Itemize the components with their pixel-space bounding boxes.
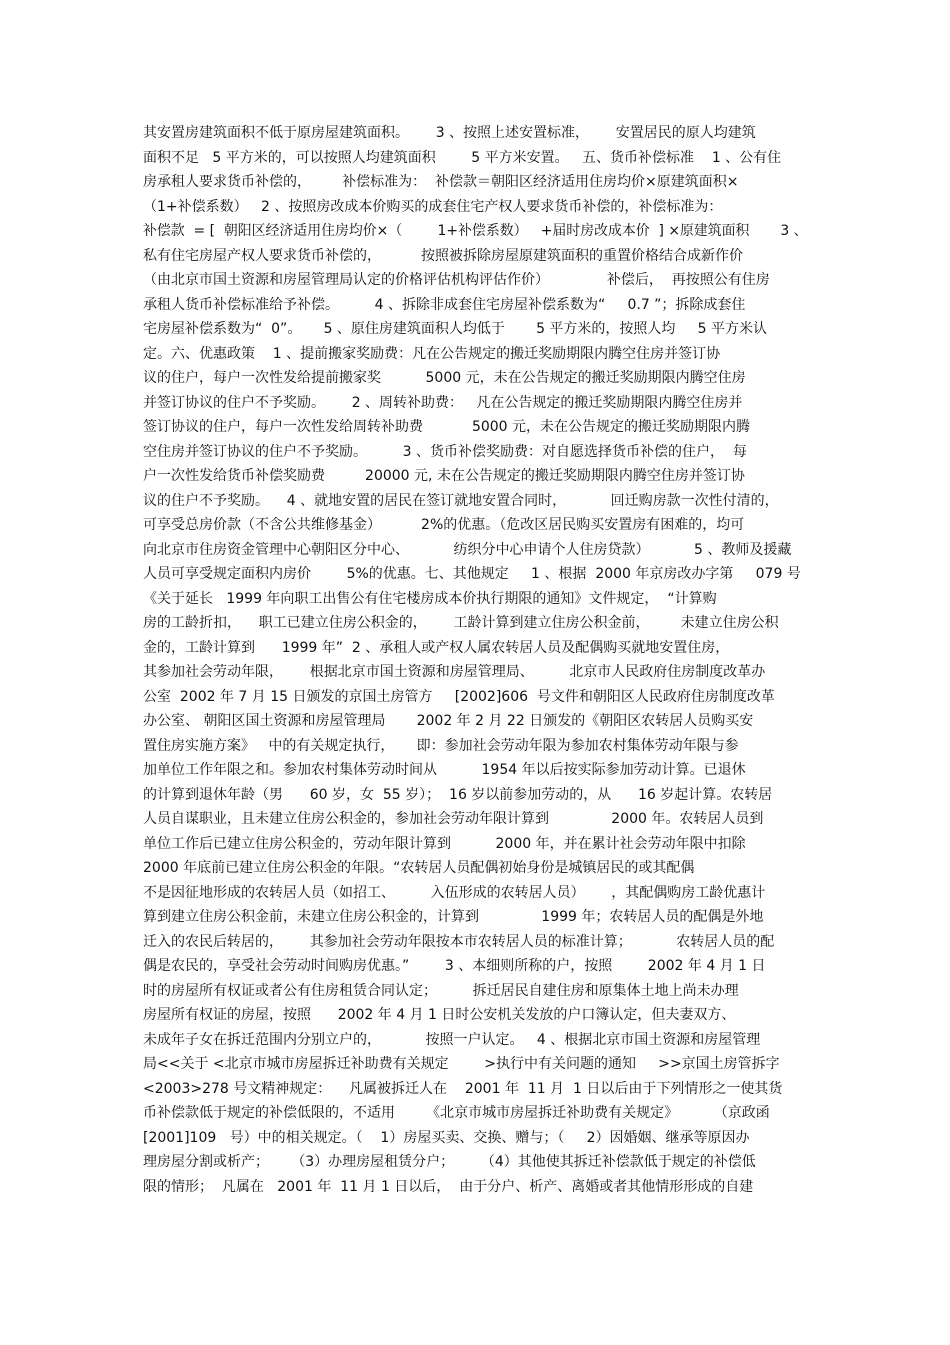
text-line: 币补偿款低于规定的补偿低限的，不适用 《北京市城市房屋拆迁补助费有关规定》 （京政函 xyxy=(143,1105,770,1121)
text-line: 算到建立住房公积金前，未建立住房公积金的，计算到 1999 年；农转居人员的配偶是外地 xyxy=(143,909,764,925)
text-line: 补偿款 = [ 朝阳区经济适用住房均价×（ 1+补偿系数） +届时房改成本价 ] ×原建筑面积 3 、 xyxy=(143,223,808,239)
text-line: 《关于延长 1999 年向职工出售公有住宅楼房成本价执行期限的通知》文件规定， “计算购 xyxy=(143,590,717,607)
text-line: 房屋所有权证的房屋，按照 2002 年 4 月 1 日时公安机关发放的户口簿认定，但夫妻双方、 xyxy=(143,1007,736,1023)
text-line: 时的房屋所有权证或者公有住房租赁合同认定； 拆迁居民自建住房和原集体土地上尚未办理 xyxy=(143,982,739,999)
text-line: 议的住户不予奖励。 4 、就地安置的居民在签订就地安置合同时， 回迁购房款一次性付清的， xyxy=(143,492,779,509)
text-line: 偶是农民的，享受社会劳动时间购房优惠。” 3 、本细则所称的户，按照 2002 年 4 月 1 日 xyxy=(143,958,766,974)
text-line: 承租人货币补偿标准给予补偿。 4 、拆除非成套住宅房屋补偿系数为“ 0.7 ”；拆除成套住 xyxy=(143,296,746,313)
text-line: 局<<关于 <北京市城市房屋拆迁补助费有关规定 >执行中有关问题的通知 >>京国土房管拆字 xyxy=(143,1056,780,1072)
text-line: 议的住户，每户一次性发给提前搬家奖 5000 元，未在公告规定的搬迁奖励期限内腾空住房 xyxy=(143,370,746,386)
text-line: 房承租人要求货币补偿的， 补偿标准为： 补偿款＝朝阳区经济适用住房均价×原建筑面积× xyxy=(143,174,739,190)
text-line: 2000 年底前已建立住房公积金的年限。“农转居人员配偶初始身份是城镇居民的或其配偶 xyxy=(143,860,695,876)
text-line: 并签订协议的住户不予奖励。 2 、周转补助费： 凡在公告规定的搬迁奖励期限内腾空住房并 xyxy=(143,394,743,411)
text-line: 空住房并签订协议的住户不予奖励。 3 、货币补偿奖励费：对自愿选择货币补偿的住户， 每 xyxy=(143,443,747,460)
text-line: 限的情形； 凡属在 2001 年 11 月 1 日以后， 由于分户、析产、离婚或者其他情形形成的自建 xyxy=(143,1178,754,1195)
document-body xyxy=(143,121,808,1199)
text-line: 私有住宅房屋产权人要求货币补偿的， 按照被拆除房屋原建筑面积的重置价格结合成新作价 xyxy=(143,247,744,264)
text-line: 人员可享受规定面积内房价 5%的优惠。七、其他规定 1 、根据 2000 年京房改办字第 079 号 xyxy=(143,566,801,582)
text-line: 理房屋分割或析产； （3）办理房屋租赁分户； （4）其他使其拆迁补偿款低于规定的补偿低 xyxy=(143,1154,756,1170)
text-line: 可享受总房价款（不含公共维修基金） 2%的优惠。（危改区居民购买安置房有困难的，均可 xyxy=(143,517,745,533)
text-line: 置住房实施方案》 中的有关规定执行， 即：参加社会劳动年限为参加农村集体劳动年限与参 xyxy=(143,737,739,754)
text-line: 办公室、 朝阳区国土资源和房屋管理局 2002 年 2 月 22 日颁发的《朝阳区农转居人员购买安 xyxy=(143,713,754,729)
text-line: 向北京市住房资金管理中心朝阳区分中心、 纺织分中心申请个人住房贷款） 5 、教师及援藏 xyxy=(143,541,792,558)
text-line: 单位工作后已建立住房公积金的，劳动年限计算到 2000 年，并在累计社会劳动年限中扣除 xyxy=(143,835,746,852)
text-line: 人员自谋职业，且未建立住房公积金的，参加社会劳动年限计算到 2000 年。农转居人员到 xyxy=(143,811,764,827)
text-line: 金的，工龄计算到 1999 年” 2 、承租人或产权人属农转居人员及配偶购买就地安置住房， xyxy=(143,639,730,656)
text-line: [2001]109 号）中的相关规定。（ 1）房屋买卖、交换、赠与；（ 2）因婚姻、继承等原因办 xyxy=(143,1129,750,1146)
text-line: 未成年子女在拆迁范围内分别立户的， 按照一户认定。 4 、根据北京市国土资源和房屋管理 xyxy=(143,1031,761,1048)
text-line: 加单位工作年限之和。参加农村集体劳动时间从 1954 年以后按实际参加劳动计算。已退休 xyxy=(143,762,746,778)
text-line: 不是因征地形成的农转居人员（如招工、 入伍形成的农转居人员） ，其配偶购房工龄优惠计 xyxy=(143,884,766,901)
text-line: 户一次性发给货币补偿奖励费 20000 元, 未在公告规定的搬迁奖励期限内腾空住房并签订协 xyxy=(143,468,745,484)
text-line: <2003>278 号文精神规定： 凡属被拆迁人在 2001 年 11 月 1 日以后由于下列情形之一使其货 xyxy=(143,1080,783,1097)
text-line: 的计算到退休年龄（男 60 岁，女 55 岁）； 16 岁以前参加劳动的，从 16 岁起计算。农转居 xyxy=(143,786,773,803)
text-line: 定。六、优惠政策 1 、提前搬家奖励费：凡在公告规定的搬迁奖励期限内腾空住房并签订协 xyxy=(143,345,721,362)
text-line: 面积不足 5 平方米的，可以按照人均建筑面积 5 平方米安置。 五、货币补偿标准 1 、公有住 xyxy=(143,149,782,166)
text-line: （由北京市国土资源和房屋管理局认定的价格评估机构评估作价） 补偿后， 再按照公有住房 xyxy=(143,272,770,288)
text-line: 公室 2002 年 7 月 15 日颁发的京国土房管方 [2002]606 号文件和朝阳区人民政府住房制度改革 xyxy=(143,688,775,705)
text-line: （1+补偿系数） 2 、按照房改成本价购买的成套住宅产权人要求货币补偿的，补偿标准为： xyxy=(143,198,723,215)
text-line: 其安置房建筑面积不低于原房屋建筑面积。 3 、按照上述安置标准， 安置居民的原人均建筑 xyxy=(143,125,756,141)
text-line: 其参加社会劳动年限， 根据北京市国土资源和房屋管理局、 北京市人民政府住房制度改革办 xyxy=(143,664,766,680)
text-line: 宅房屋补偿系数为“ 0”。 5 、原住房建筑面积人均低于 5 平方米的，按照人均 5 平方米认 xyxy=(143,321,768,337)
text-line: 迁入的农民后转居的， 其参加社会劳动年限按本市农转居人员的标准计算； 农转居人员的配 xyxy=(143,933,775,950)
text-line: 签订协议的住户，每户一次性发给周转补助费 5000 元，未在公告规定的搬迁奖励期限内腾 xyxy=(143,419,751,435)
text-line: 房的工龄折扣， 职工已建立住房公积金的， 工龄计算到建立住房公积金前， 未建立住房公积 xyxy=(143,615,779,631)
